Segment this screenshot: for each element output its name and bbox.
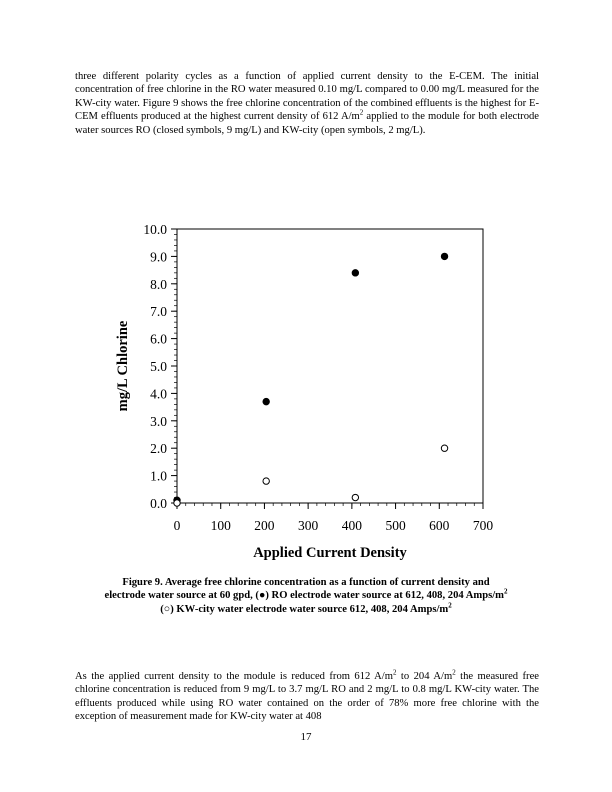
paragraph-text: the measured free chlorine concentration is reduced from 9 mg/L to 3.7 mg/L RO and 2 mg/L to 0.8 mg/L KW-city water. The effluents produced while using RO water contained on the order of 78% more free chlorine with the exception of measurement made for KW-city water at 408 [75,671,539,723]
caption-line-2b: ) RO electrode water source at 612, 408, 204 Amps/m [265,590,504,602]
x-tick-label: 0 [173,518,181,533]
body-paragraph-bottom [75,670,539,724]
data-point-kw-city-open [263,478,269,484]
y-tick-label: 3.0 [150,413,167,429]
x-tick-label: 400 [341,518,362,533]
caption-line-1: Figure 9. Average free chlorine concentration as a function of current density and [122,577,490,588]
paragraph-text: applied to the module for both electrode water sources RO (closed symbols, 9 mg/L) and KW-city (open symbols, 2 mg/L). [75,111,539,136]
minor-ticks [174,229,483,506]
superscript: 2 [504,587,508,596]
plot-frame [177,229,483,503]
superscript: 2 [359,108,364,117]
y-tick-label: 1.0 [150,468,167,484]
paragraph-text: to 204 A/m [396,671,453,682]
y-tick-label: 8.0 [150,276,167,292]
figure-caption [60,576,552,616]
caption-line-3a: ( [160,603,164,615]
y-tick-label: 10.0 [143,222,167,237]
data-point-kw-city-open [441,445,447,451]
x-axis-label: Applied Current Density [253,545,407,561]
x-tick-label: 500 [385,518,406,533]
x-tick-label: 600 [429,518,450,533]
open-circle-symbol: ○ [163,603,171,615]
data-point-kw-city-open [352,494,358,500]
superscript: 2 [452,668,456,677]
x-tick-label: 700 [472,518,494,533]
caption-line-3b: ) KW-city water electrode water source 612, 408, 204 Amps/m [170,603,449,615]
paragraph-text: As the applied current density to the module is reduced from 612 A/m [75,671,393,682]
y-tick-label: 6.0 [150,331,167,347]
major-ticks [171,229,483,509]
page-number: 17 [300,731,312,743]
y-tick-labels [143,222,167,511]
x-tick-label: 200 [254,518,275,533]
data-points [174,253,448,506]
paragraph-text: three different polarity cycles as a function of applied current density to the E-CEM. The initial concentration of free chlorine in the RO water measured 0.10 mg/L compared to 0.00 mg/L measured for the KW-city water. Figure 9 shows the free chlorine concentration of the combined effluents is the highest for E-CEM effluents produced at the highest current density of 612 A/m [75,71,539,123]
x-tick-labels [174,518,494,533]
y-tick-label: 5.0 [150,359,167,374]
y-tick-label: 4.0 [150,386,167,402]
data-point-ro-filled [352,270,358,276]
y-axis-label: mg/L Chlorine [115,320,131,412]
caption-line-2a: electrode water source at 60 gpd, ( [104,590,259,602]
data-point-ro-filled [263,398,269,404]
data-point-ro-filled [441,253,447,259]
x-tick-label: 300 [298,518,319,533]
y-tick-label: 9.0 [150,249,167,265]
superscript: 2 [448,601,452,610]
y-tick-label: 7.0 [150,304,167,320]
filled-circle-symbol: ● [258,590,266,602]
superscript: 2 [393,668,397,677]
y-tick-label: 2.0 [150,441,167,457]
x-tick-label: 100 [210,518,231,533]
data-point-kw-city-open [174,500,180,506]
y-tick-label: 0.0 [150,496,167,511]
